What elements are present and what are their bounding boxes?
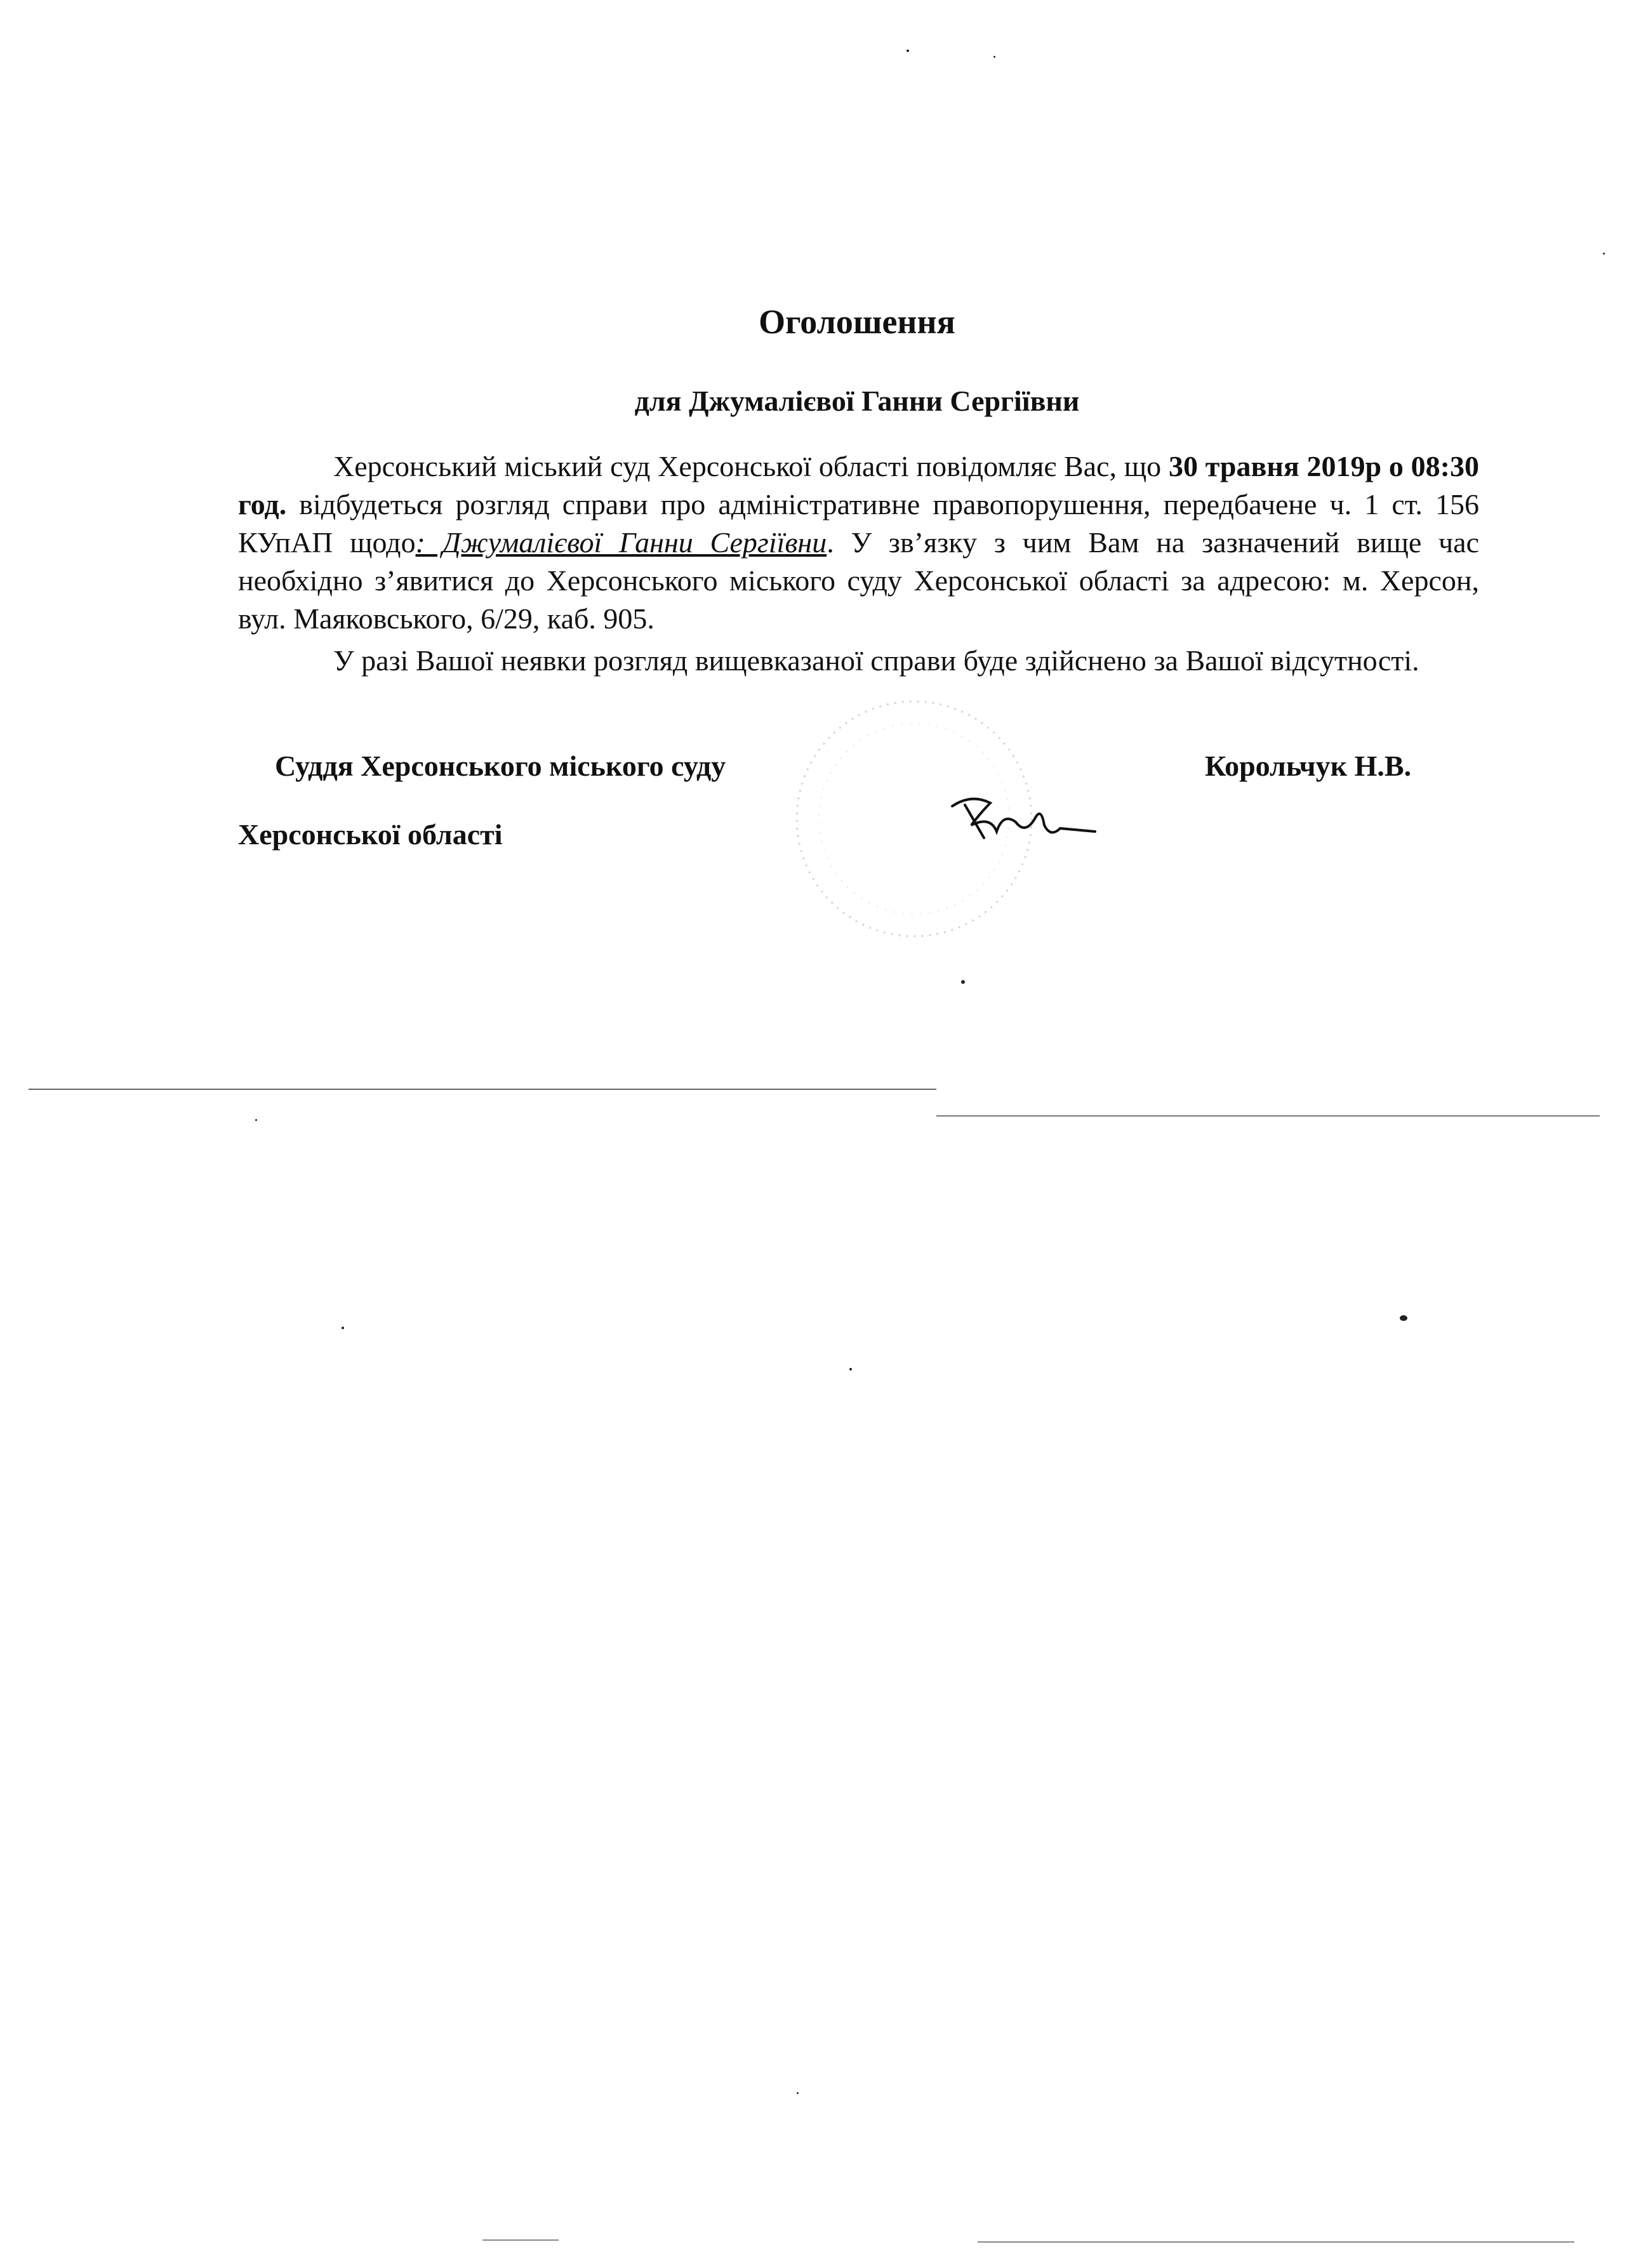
hearing-datetime: 30 травня 2019р о 08:30 год. [238,450,1479,521]
scan-speck [255,1119,257,1121]
scan-speck [961,980,965,984]
handwritten-signature [946,787,1105,857]
scan-speck [1400,1315,1407,1321]
scan-speck [342,1327,344,1329]
scan-speck [797,2092,799,2094]
scan-speck [1603,253,1605,255]
scan-line-bottom-left [482,2239,559,2241]
scan-line-upper [29,1089,936,1090]
paragraph1-part2: відбудеться розгляд справи про адміністративне правопорушення, передбачене ч. 1 ст. 156 КУпАП щодо [238,488,1479,559]
addressee-line: для Джумалієвої Ганни Сергіївни [634,385,1080,417]
defendant-name: : Джумалієвої Ганни Сергіївни [415,526,827,559]
paragraph1-part3: . У зв’язку з чим Вам на зазначений вище час необхідно з’явитися до Херсонського міського суду Херсонської області за адресою: м. Херсон, вул. Маяковського, 6/29, каб. 905. [238,526,1479,635]
notice-paragraph-2: У разі Вашої неявки розгляд вищевказаної справи буде здійснено за Вашої відсутності. [333,644,1419,677]
scan-line-bottom-right [978,2241,1574,2243]
judge-title-line-2: Херсонської області [238,818,503,851]
notice-body [238,448,1479,680]
notice-paragraph-1 [238,448,1479,638]
judge-title-line-1: Суддя Херсонського міського суду [275,750,726,782]
scan-speck [907,50,909,52]
paragraph1-part1: Херсонський міський суд Херсонської області повідомляє Вас, що [333,450,1169,482]
scan-speck [993,56,995,58]
judge-name: Корольчук Н.В. [1205,750,1412,782]
scan-line-upper-right [936,1115,1600,1117]
document-title: Оголошення [759,303,955,341]
scan-speck [849,1368,852,1370]
